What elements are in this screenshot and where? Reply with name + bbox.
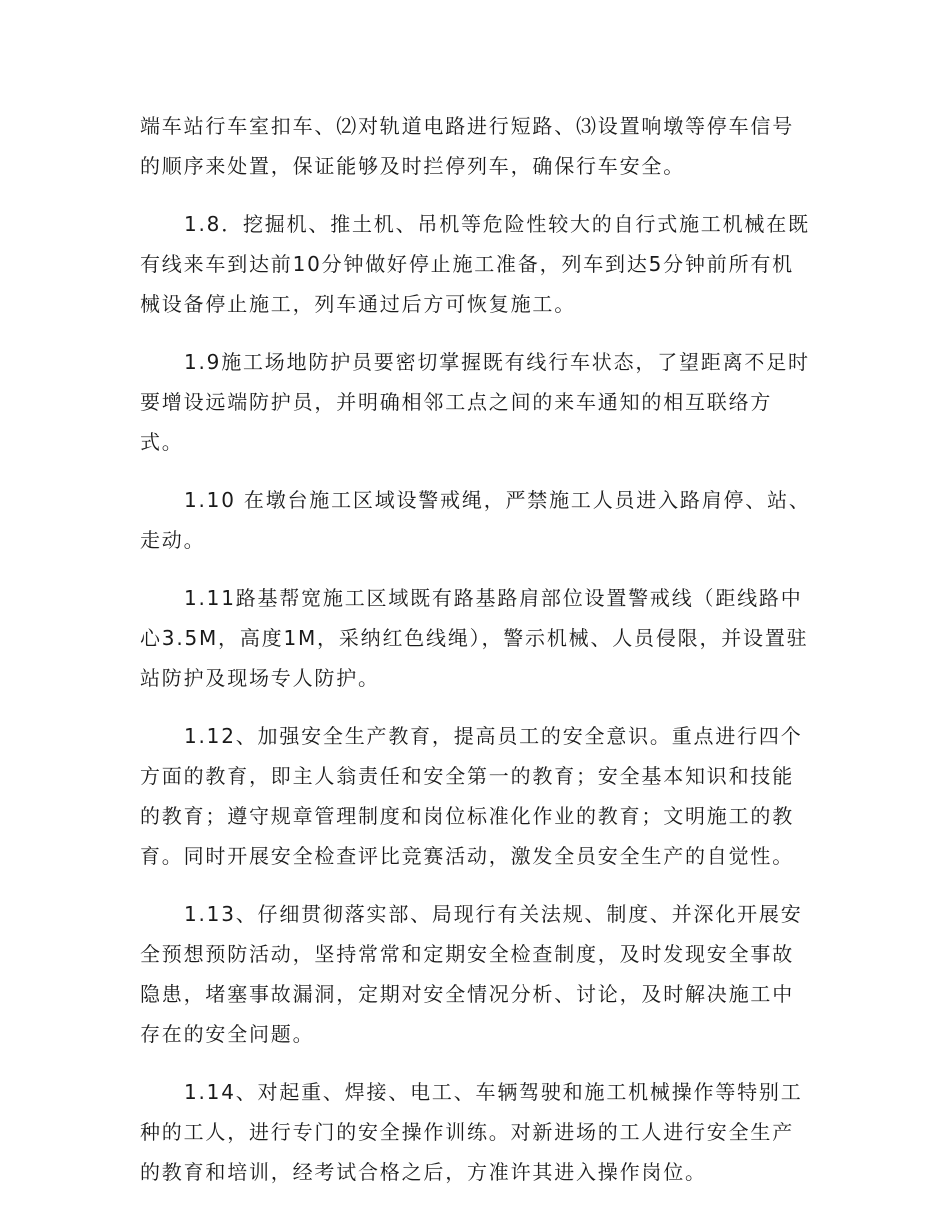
text-line: 育。同时开展安全检查评比竞赛活动，激发全员安全生产的自觉性。 — [140, 844, 794, 868]
text-line: 要增设远端防护员，并明确相邻工点之间的来车通知的相互联络方 — [140, 390, 773, 414]
text-line: 1.10 在墩台施工区域设警戒绳，严禁施工人员进入路肩停、站、 — [184, 488, 811, 512]
paragraph-1-10 — [140, 480, 812, 560]
text-line: 隐患，堵塞事故漏洞，定期对安全情况分析、讨论，及时解决施工中 — [140, 982, 794, 1006]
text-line: 1.14、对起重、焊接、电工、车辆驾驶和施工机械操作等特别工 — [184, 1080, 803, 1104]
text-line: 心3.5M，高度1M，采纳红色线绳），警示机械、人员侵限，并设置驻 — [140, 626, 809, 650]
text-line: 存在的安全问题。 — [140, 1022, 315, 1046]
text-line: 种的工人，进行专门的安全操作训练。对新进场的工人进行安全生产 — [140, 1120, 794, 1144]
text-line: 1.12、加强安全生产教育，提高员工的安全意识。重点进行四个 — [184, 724, 803, 748]
text-line: 式。 — [140, 430, 184, 454]
text-line: 的教育；遵守规章管理制度和岗位标准化作业的教育；文明施工的教 — [140, 804, 794, 828]
text-line: 站防护及现场专人防护。 — [140, 666, 380, 690]
text-line: 械设备停止施工，列车通过后方可恢复施工。 — [140, 292, 576, 316]
text-line: 的顺序来处置，保证能够及时拦停列车，确保行车安全。 — [140, 154, 685, 178]
text-line: 的教育和培训，经考试合格之后，方准许其进入操作岗位。 — [140, 1160, 707, 1184]
paragraph-1-9 — [140, 342, 812, 462]
text-line: 1.8．挖掘机、推土机、吊机等危险性较大的自行式施工机械在既 — [184, 212, 810, 236]
text-line: 方面的教育，即主人翁责任和安全第一的教育；安全基本知识和技能 — [140, 764, 794, 788]
document-body — [140, 106, 812, 1210]
text-line: 1.9施工场地防护员要密切掌握既有线行车状态，了望距离不足时 — [184, 350, 810, 374]
paragraph-1-11 — [140, 578, 812, 698]
paragraph-1-8 — [140, 204, 812, 324]
text-line: 1.11路基帮宽施工区域既有路基路肩部位设置警戒线（距线路中 — [184, 586, 803, 610]
text-line: 有线来车到达前10分钟做好停止施工准备，列车到达5分钟前所有机 — [140, 252, 794, 276]
text-line: 走动。 — [140, 528, 206, 552]
paragraph-continuation — [140, 106, 812, 186]
paragraph-1-12 — [140, 716, 812, 876]
paragraph-1-14 — [140, 1072, 812, 1192]
text-line: 全预想预防活动，坚持常常和定期安全检查制度，及时发现安全事故 — [140, 942, 794, 966]
paragraph-1-13 — [140, 894, 812, 1054]
text-line: 端车站行车室扣车、⑵对轨道电路进行短路、⑶设置响墩等停车信号 — [140, 114, 794, 138]
text-line: 1.13、仔细贯彻落实部、局现行有关法规、制度、并深化开展安 — [184, 902, 803, 926]
